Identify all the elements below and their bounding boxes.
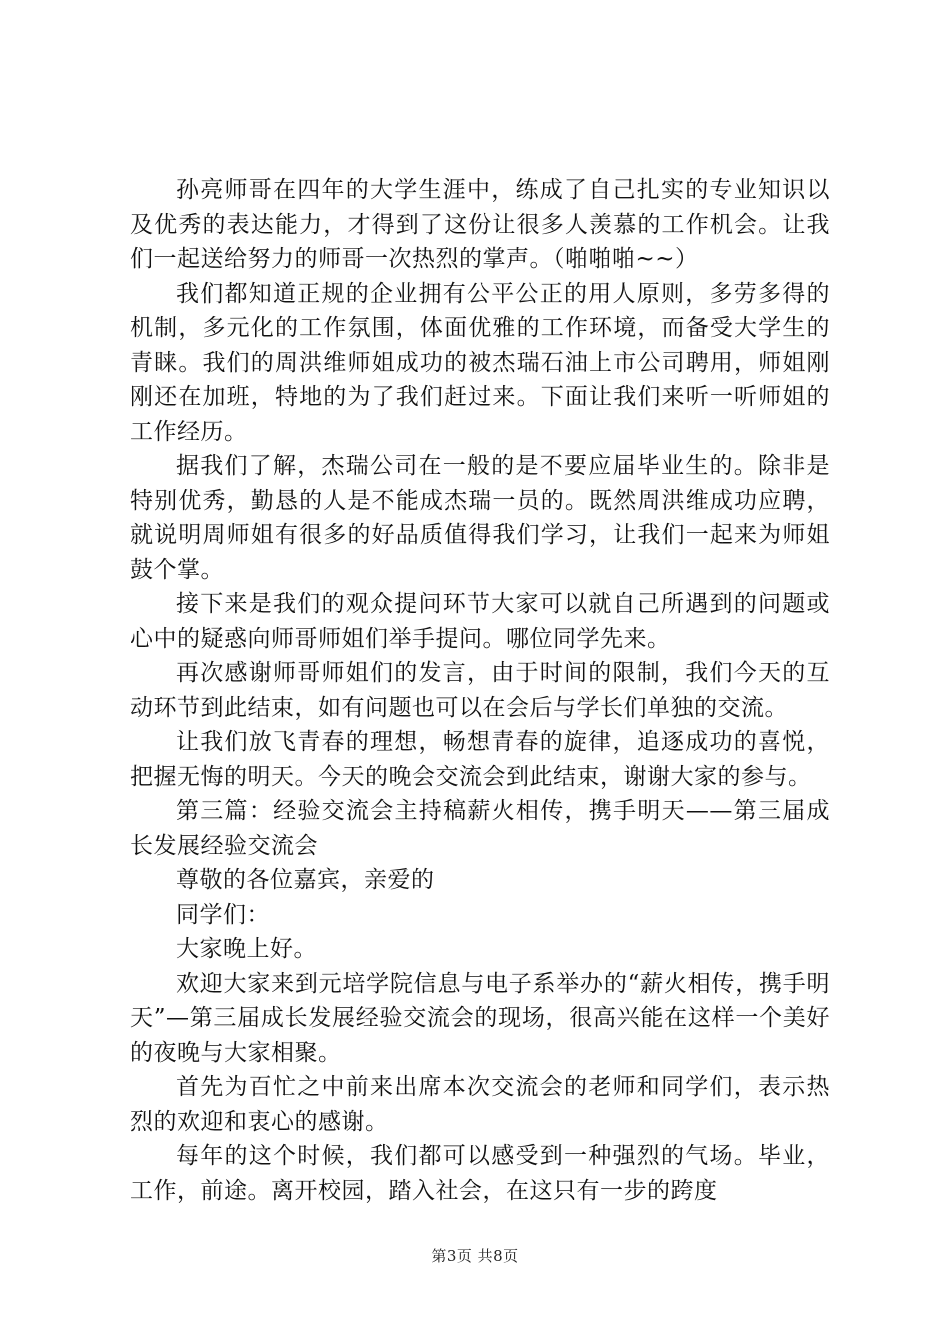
paragraph: 每年的这个时候，我们都可以感受到一种强烈的气场。毕业，工作，前途。离开校园，踏入社会，在这只有一步的跨度 bbox=[130, 1143, 830, 1204]
document-body bbox=[130, 173, 830, 1208]
paragraph: 让我们放飞青春的理想，畅想青春的旋律，追逐成功的喜悦，把握无悔的明天。今天的晚会交流会到此结束，谢谢大家的参与。 bbox=[130, 729, 830, 790]
paragraph: 据我们了解，杰瑞公司在一般的是不要应届毕业生的。除非是特别优秀，勤恳的人是不能成杰瑞一员的。既然周洪维成功应聘，就说明周师姐有很多的好品质值得我们学习，让我们一起来为师姐鼓个掌。 bbox=[130, 453, 830, 583]
paragraph: 孙亮师哥在四年的大学生涯中，练成了自己扎实的专业知识以及优秀的表达能力，才得到了这份让很多人羡慕的工作机会。让我们一起送给努力的师哥一次热烈的掌声。（啪啪啪~~） bbox=[130, 177, 830, 272]
paragraph: 我们都知道正规的企业拥有公平公正的用人原则，多劳多得的机制，多元化的工作氛围，体面优雅的工作环境，而备受大学生的青睐。我们的周洪维师姐成功的被杰瑞石油上市公司聘用，师姐刚刚还在加班，特地的为了我们赶过来。下面让我们来听一听师姐的工作经历。 bbox=[130, 280, 830, 445]
paragraph: 同学们： bbox=[176, 901, 270, 928]
paragraph: 大家晚上好。 bbox=[176, 936, 317, 962]
paragraph: 尊敬的各位嘉宾，亲爱的 bbox=[176, 867, 435, 893]
paragraph: 再次感谢师哥师姐们的发言，由于时间的限制，我们今天的互动环节到此结束，如有问题也可以在会后与学长们单独的交流。 bbox=[130, 660, 830, 721]
paragraph: 接下来是我们的观众提问环节大家可以就自己所遇到的问题或心中的疑惑向师哥师姐们举手提问。哪位同学先来。 bbox=[130, 591, 830, 652]
paragraph: 欢迎大家来到元培学院信息与电子系举办的“薪火相传，携手明天”—第三届成长发展经验交流会的现场，很高兴能在这样一个美好的夜晚与大家相聚。 bbox=[130, 970, 830, 1066]
section-heading: 第三篇：经验交流会主持稿薪火相传，携手明天——第三届成长发展经验交流会 bbox=[130, 798, 830, 859]
paragraph: 首先为百忙之中前来出席本次交流会的老师和同学们，表示热烈的欢迎和衷心的感谢。 bbox=[130, 1074, 830, 1135]
page-number-footer: 第3页 共8页 bbox=[431, 1247, 519, 1265]
